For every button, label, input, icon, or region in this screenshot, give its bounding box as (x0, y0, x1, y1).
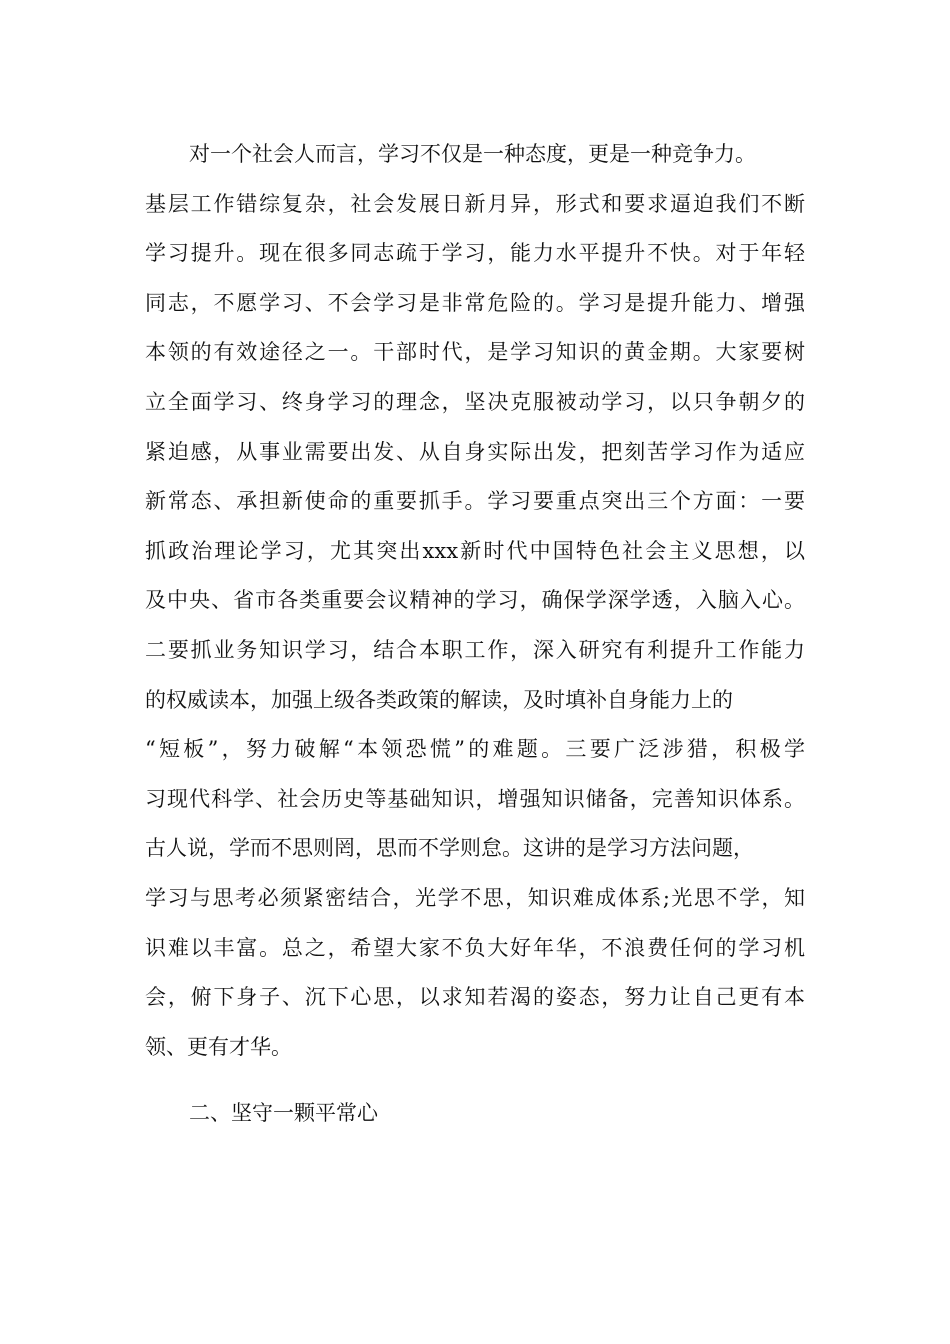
paragraph-line: 对一个社会人而言，学习不仅是一种态度，更是一种竞争力。 (189, 142, 756, 166)
paragraph-line: 学习与思考必须紧密结合，光学不思，知识难成体系;光思不学，知 (145, 885, 805, 910)
section-heading: 二、坚守一颗平常心 (189, 1101, 378, 1125)
paragraph-line: 识难以丰富。总之，希望大家不负大好年华，不浪费任何的学习机 (145, 935, 805, 960)
paragraph-line: 学习提升。现在很多同志疏于学习，能力水平提升不快。对于年轻 (145, 241, 805, 266)
paragraph-line: 同志，不愿学习、不会学习是非常危险的。学习是提升能力、增强 (145, 290, 805, 315)
paragraph-line: 紧迫感，从事业需要出发、从自身实际出发，把刻苦学习作为适应 (145, 439, 805, 464)
paragraph-line: 古人说，学而不思则罔，思而不学则怠。这讲的是学习方法问题， (145, 836, 754, 861)
paragraph-line: 立全面学习、终身学习的理念，坚决克服被动学习，以只争朝夕的 (145, 389, 805, 414)
paragraph-line: 习现代科学、社会历史等基础知识，增强知识储备，完善知识体系。 (145, 786, 805, 811)
paragraph-line: 领、更有才华。 (145, 1034, 292, 1059)
paragraph-line: 的权威读本，加强上级各类政策的解读，及时填补自身能力上的 (145, 687, 733, 712)
paragraph-line: 本领的有效途径之一。干部时代，是学习知识的黄金期。大家要树 (145, 340, 805, 365)
body-paragraph (145, 130, 805, 1072)
paragraph-line: 基层工作错综复杂，社会发展日新月异，形式和要求逼迫我们不断 (145, 191, 805, 216)
paragraph-line: 新常态、承担新使命的重要抓手。学习要重点突出三个方面：一要 (145, 489, 805, 514)
paragraph-line: 抓政治理论学习，尤其突出xxx新时代中国特色社会主义思想，以 (145, 538, 805, 563)
paragraph-line: “短板”，努力破解“本领恐慌”的难题。三要广泛涉猎，积极学 (145, 737, 805, 762)
paragraph-line: 及中央、省市各类重要会议精神的学习，确保学深学透，入脑入心。 (145, 588, 805, 613)
paragraph-line: 二要抓业务知识学习，结合本职工作，深入研究有利提升工作能力 (145, 637, 805, 662)
paragraph-line: 会，俯下身子、沉下心思，以求知若渴的姿态，努力让自己更有本 (145, 985, 805, 1010)
